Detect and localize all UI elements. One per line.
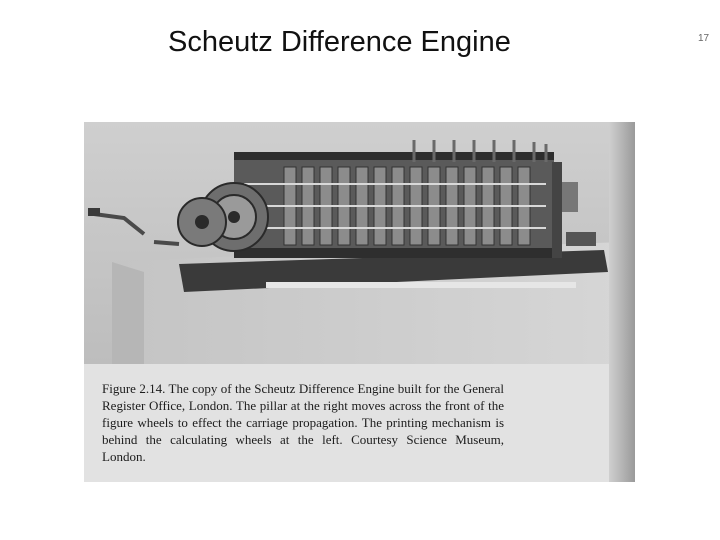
caption-area [84, 364, 635, 482]
scanned-figure [84, 122, 635, 482]
difference-engine-photo [84, 122, 635, 364]
figure-caption: Figure 2.14. The copy of the Scheutz Difference Engine built for the General Register Office, London. The pillar at the right moves across the front of the figure wheels to effect the carriage propagation. The printing mechanism is behind the calculating wheels at the left. Courtesy Science Museum, London. [102, 381, 504, 464]
slide-title: Scheutz Difference Engine [168, 26, 511, 58]
page-gutter [609, 122, 635, 482]
slide-number: 17 [698, 33, 710, 44]
